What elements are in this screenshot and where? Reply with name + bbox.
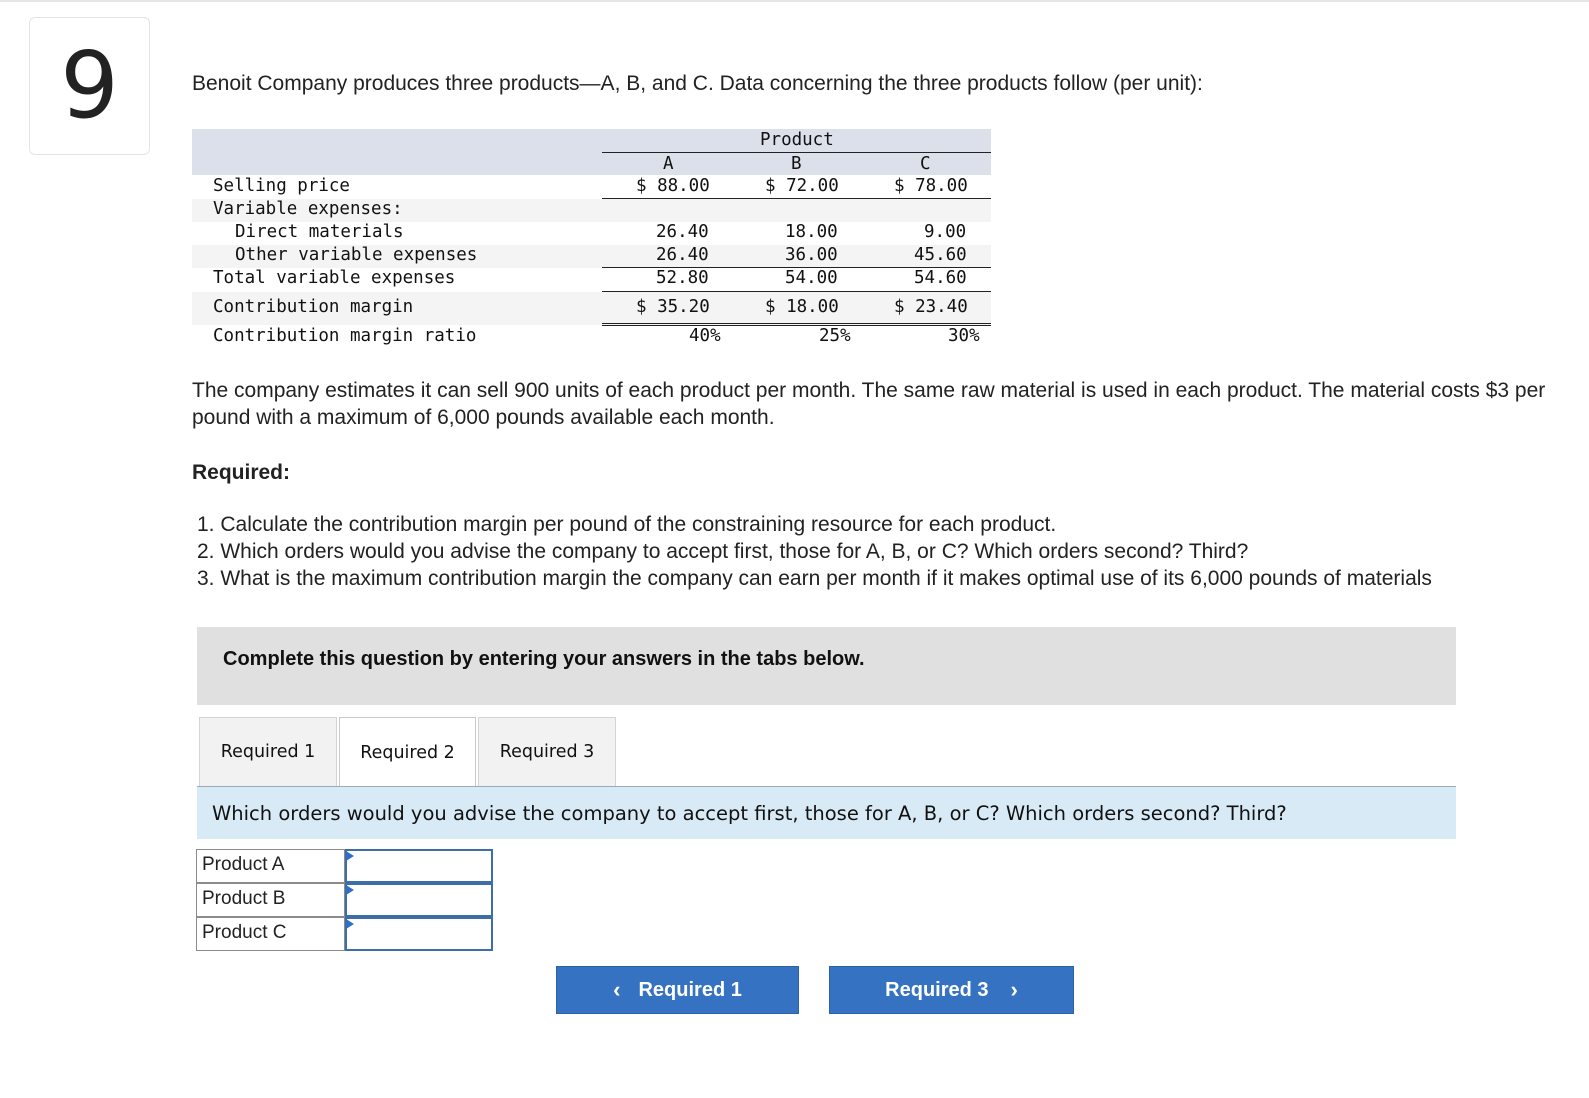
- prev-required-1-button[interactable]: [556, 966, 799, 1014]
- row-label-selling-price: Selling price: [213, 176, 350, 196]
- selling-price-rule: [602, 198, 991, 199]
- complete-instructions-box: [197, 627, 1456, 705]
- row-label-total-variable: Total variable expenses: [213, 268, 456, 288]
- selling-price-b: $ 72.00: [765, 176, 839, 196]
- tab-instruction-text: Which orders would you advise the company to accept first, those for A, B, or C? Which orders second? Third?: [212, 802, 1287, 825]
- other-variable-b: 36.00: [785, 245, 838, 265]
- required-item-2: 2. Which orders would you advise the company to accept first, those for A, B, or C? Which orders second? Third?: [197, 540, 1249, 563]
- cm-ratio-a: 40%: [689, 326, 721, 346]
- problem-paragraph: The company estimates it can sell 900 units of each product per month. The same raw material is used in each product. The material costs $3 per pound with a maximum of 6,000 pounds available each month.: [192, 379, 1546, 429]
- other-variable-a: 26.40: [656, 245, 709, 265]
- contribution-margin-b: $ 18.00: [765, 297, 839, 317]
- total-variable-a: 52.80: [656, 268, 709, 288]
- direct-materials-c: 9.00: [924, 222, 967, 242]
- column-header-a: A: [663, 154, 674, 174]
- row-label-other-variable: Other variable expenses: [235, 245, 478, 265]
- top-divider: [0, 0, 1589, 2]
- input-marker-icon: [346, 851, 354, 861]
- selling-price-a: $ 88.00: [636, 176, 710, 196]
- contribution-margin-c: $ 23.40: [894, 297, 968, 317]
- other-variable-c: 45.60: [914, 245, 967, 265]
- row-label-variable-expenses: Variable expenses:: [213, 199, 403, 219]
- answer-input-product-c[interactable]: [345, 917, 493, 951]
- cm-ratio-b: 25%: [819, 326, 851, 346]
- required-item-1: 1. Calculate the contribution margin per pound of the constraining resource for each product.: [197, 513, 1057, 536]
- answer-label-product-a: Product A: [196, 849, 345, 883]
- product-header: Product: [760, 130, 834, 150]
- next-required-3-button[interactable]: [829, 966, 1074, 1014]
- row-label-direct-materials: Direct materials: [235, 222, 404, 242]
- row-label-cm-ratio: Contribution margin ratio: [213, 326, 477, 346]
- total-variable-c: 54.60: [914, 268, 967, 288]
- total-variable-b: 54.00: [785, 268, 838, 288]
- answer-row: [196, 917, 493, 951]
- answer-row: [196, 849, 493, 883]
- answer-row: [196, 883, 493, 917]
- row-label-contribution-margin: Contribution margin: [213, 297, 414, 317]
- cm-ratio-c: 30%: [948, 326, 980, 346]
- tab-required-1[interactable]: Required 1: [199, 717, 337, 786]
- column-header-c: C: [920, 154, 931, 174]
- question-intro: Benoit Company produces three products—A, B, and C. Data concerning the three products follow (per unit):: [192, 72, 1203, 95]
- chevron-left-icon: ‹: [613, 977, 621, 1002]
- question-number: 9: [29, 17, 150, 155]
- header-rule: [602, 152, 991, 153]
- answer-label-product-b: Product B: [196, 883, 345, 917]
- chevron-right-icon: ›: [1010, 977, 1018, 1002]
- total-variable-rule: [602, 291, 991, 292]
- input-marker-icon: [346, 885, 354, 895]
- prev-button-label: Required 1: [638, 978, 742, 1001]
- contribution-margin-a: $ 35.20: [636, 297, 710, 317]
- answer-input-product-a[interactable]: [345, 849, 493, 883]
- required-list: [197, 511, 1432, 592]
- product-data-table: [192, 129, 991, 351]
- selling-price-c: $ 78.00: [894, 176, 968, 196]
- required-title: Required:: [192, 461, 291, 484]
- input-marker-icon: [346, 919, 354, 929]
- tab-required-3[interactable]: Required 3: [478, 717, 616, 786]
- direct-materials-b: 18.00: [785, 222, 838, 242]
- required-item-3: 3. What is the maximum contribution margin the company can earn per month if it makes optimal use of its 6,000 pounds of materials: [197, 567, 1432, 590]
- complete-instructions-text: Complete this question by entering your answers in the tabs below.: [223, 648, 865, 670]
- tab-instruction-banner: [197, 787, 1456, 839]
- direct-materials-a: 26.40: [656, 222, 709, 242]
- answer-label-product-c: Product C: [196, 917, 345, 951]
- column-header-b: B: [791, 154, 802, 174]
- tab-required-2[interactable]: Required 2: [339, 717, 476, 787]
- contribution-margin-double-rule: [602, 323, 991, 326]
- answer-input-product-b[interactable]: [345, 883, 493, 917]
- next-button-label: Required 3: [885, 978, 989, 1001]
